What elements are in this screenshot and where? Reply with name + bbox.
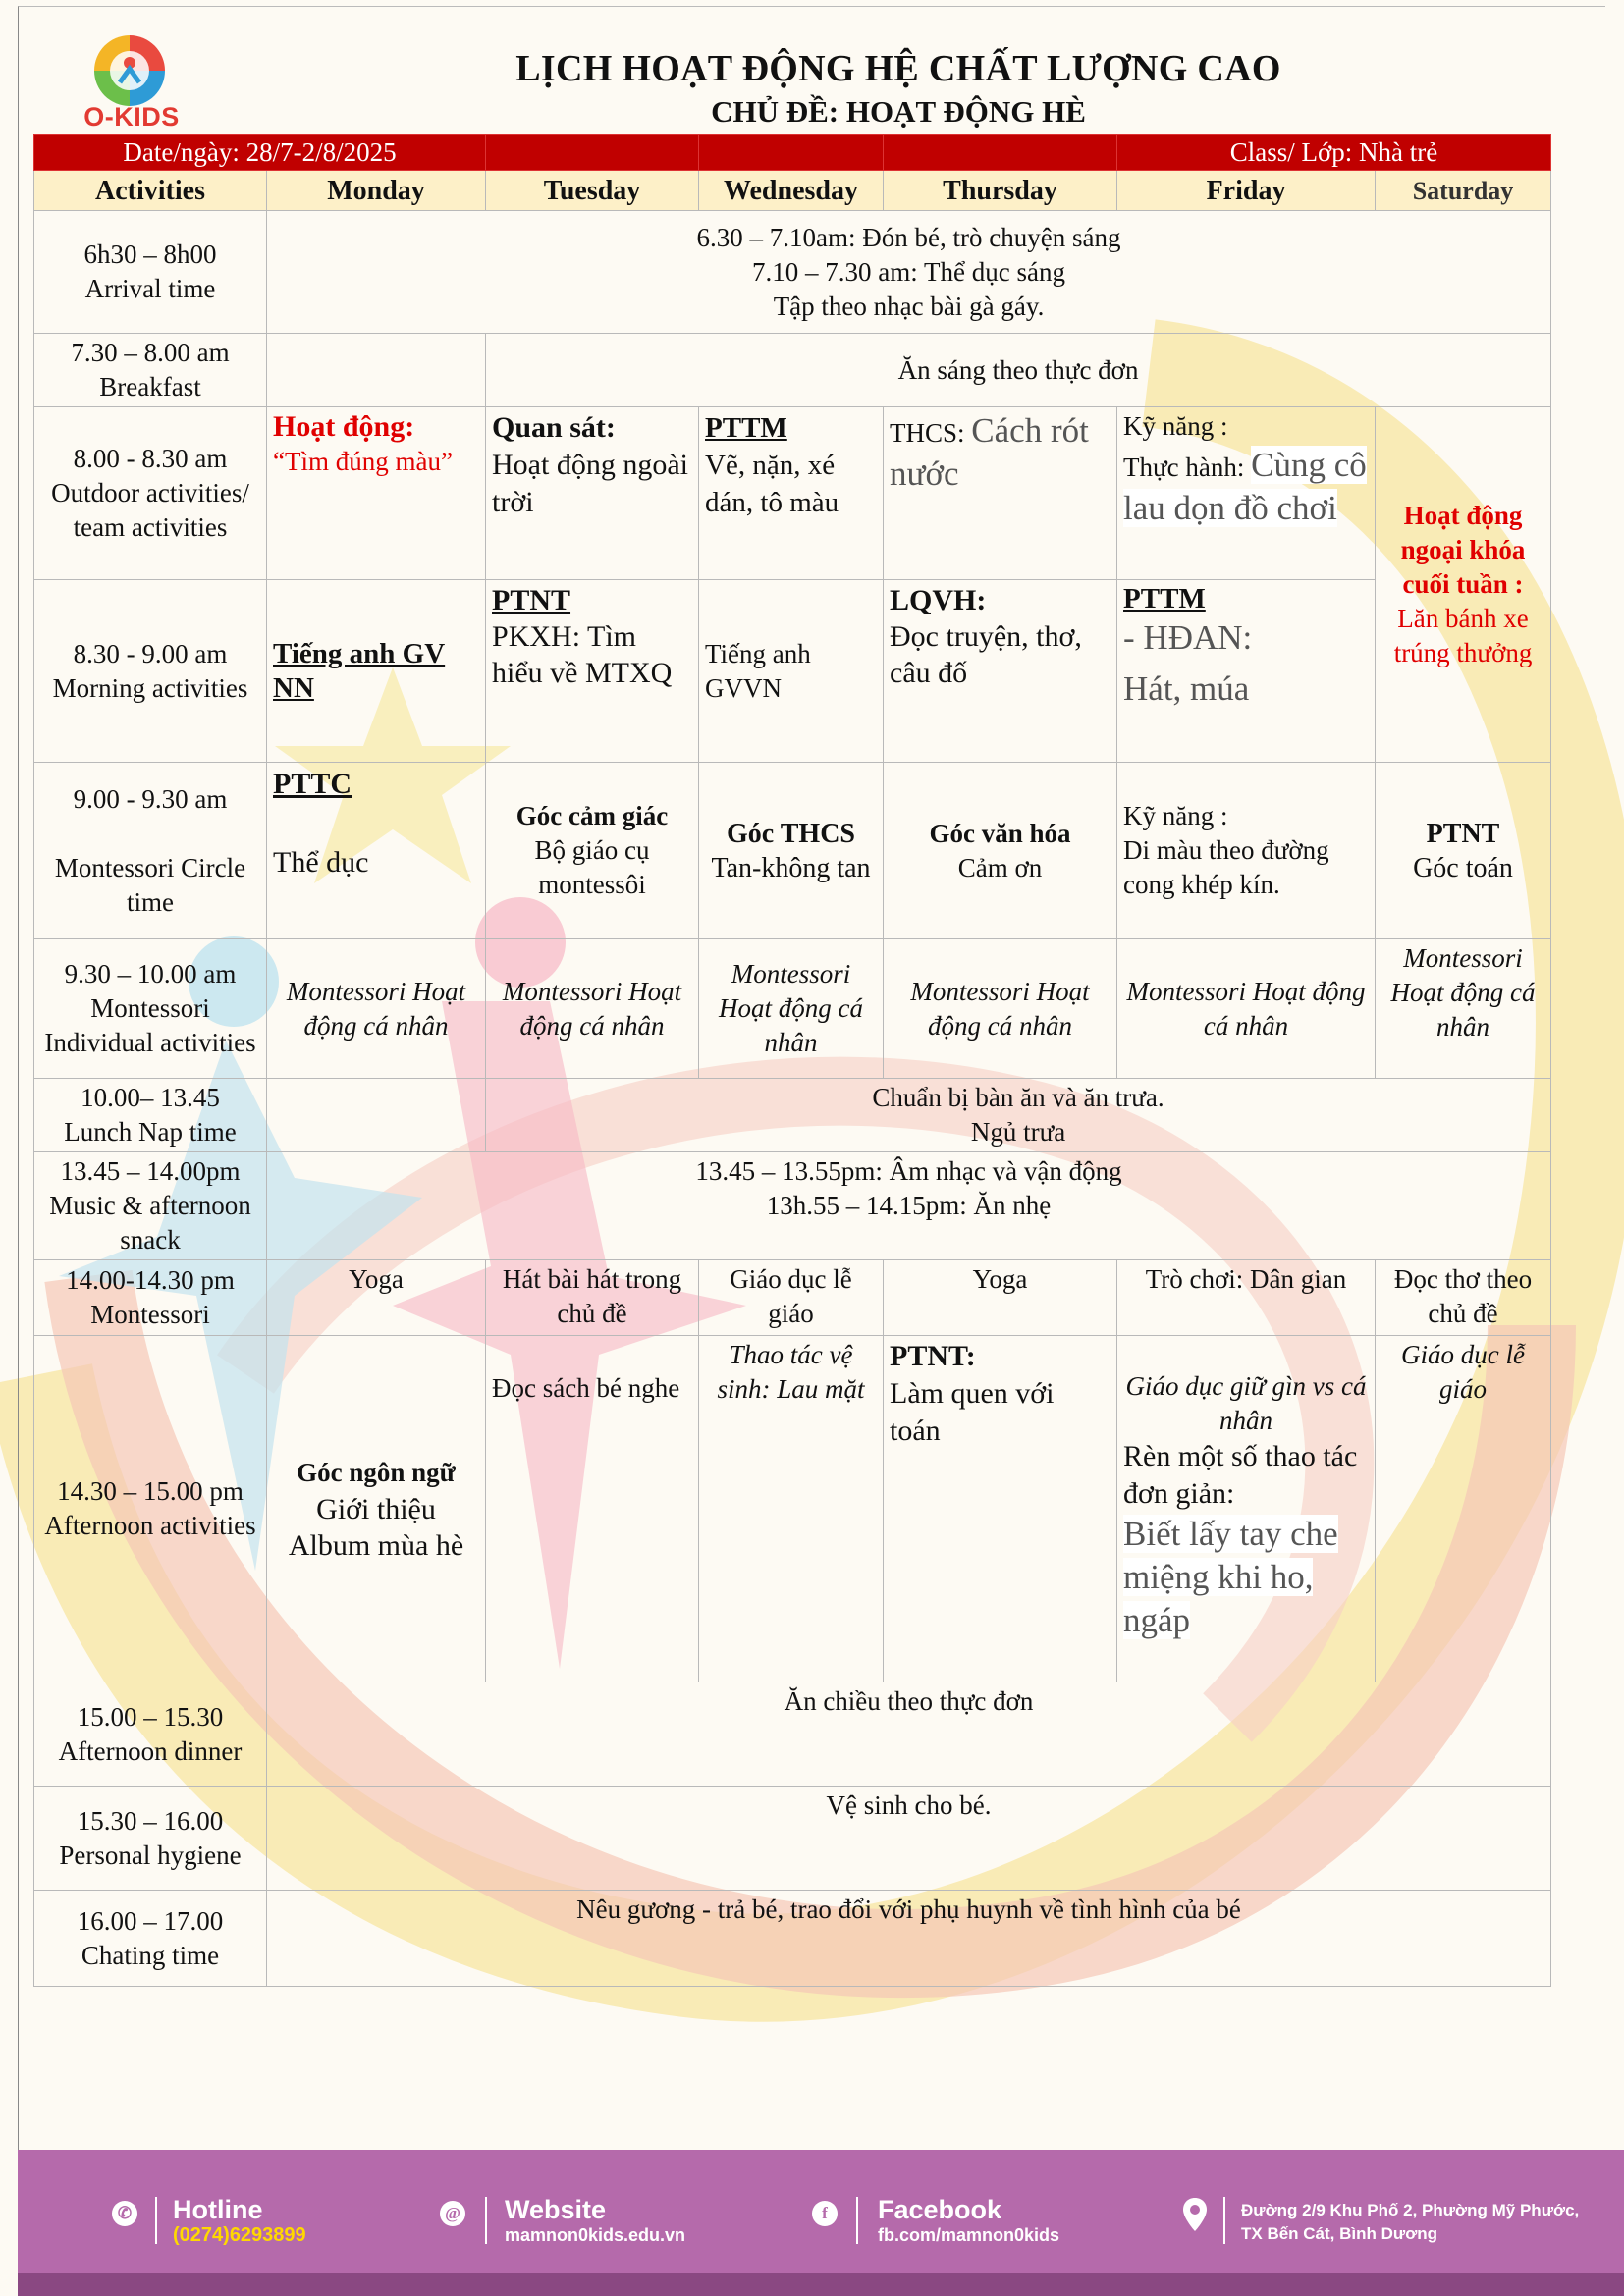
col-wednesday: Wednesday — [699, 171, 884, 211]
time-cell: 8.00 - 8.30 am Outdoor activities/ team activities — [34, 407, 267, 580]
row-lunch — [34, 1079, 1551, 1152]
dinner-content: Ăn chiều theo thực đơn — [267, 1682, 1551, 1787]
time-cell: 9.00 - 9.30 am Montessori Circle time — [34, 763, 267, 939]
page-title: LỊCH HOẠT ĐỘNG HỆ CHẤT LƯỢNG CAO — [515, 48, 1281, 89]
outdoor-monday: Hoạt động: “Tìm đúng màu” — [267, 407, 486, 580]
footer-divider — [1223, 2197, 1225, 2244]
pm-thursday: Yoga — [884, 1260, 1117, 1336]
logo-text: O-KIDS — [83, 102, 180, 132]
row-morning — [34, 580, 1551, 763]
class-label: Class/ Lớp: Nhà trẻ — [1117, 135, 1551, 171]
row-breakfast — [34, 334, 1551, 407]
music-content: 13.45 – 13.55pm: Âm nhạc và vận động 13h.55 – 14.15pm: Ăn nhẹ — [267, 1152, 1551, 1260]
afternoon-friday: Giáo dục giữ gìn vs cá nhân Rèn một số thao tác đơn giản: Biết lấy tay che miệng khi ho, ngáp — [1117, 1336, 1376, 1682]
time-cell: 14.00-14.30 pm Montessori — [34, 1260, 267, 1336]
individual-tuesday: Montessori Hoạt động cá nhân — [486, 939, 699, 1079]
morning-monday: Tiếng anh GV NN — [267, 580, 486, 763]
row-circle — [34, 763, 1551, 939]
col-tuesday: Tuesday — [486, 171, 699, 211]
time-cell: 16.00 – 17.00 Chating time — [34, 1891, 267, 1987]
circle-monday: PTTC Thể dục — [267, 763, 486, 939]
breakfast-content: Ăn sáng theo thực đơn — [486, 334, 1551, 407]
time-cell: 8.30 - 9.00 am Morning activities — [34, 580, 267, 763]
col-friday: Friday — [1117, 171, 1376, 211]
col-monday: Monday — [267, 171, 486, 211]
circle-thursday: Góc văn hóa Cảm ơn — [884, 763, 1117, 939]
footer-hotline[interactable]: Hotline (0274)6293899 — [173, 2195, 306, 2246]
date-bar — [34, 135, 1551, 171]
chat-content: Nêu gương - trả bé, trao đổi với phụ huynh về tình hình của bé — [267, 1891, 1551, 1987]
pm-monday: Yoga — [267, 1260, 486, 1336]
time-cell: 10.00– 13.45 Lunch Nap time — [34, 1079, 267, 1152]
footer-band — [18, 2273, 1624, 2296]
time-cell: 13.45 – 14.00pm Music & afternoon snack — [34, 1152, 267, 1260]
time-cell: 9.30 – 10.00 am Montessori Individual activities — [34, 939, 267, 1079]
pm-saturday: Đọc thơ theo chủ đề — [1376, 1260, 1551, 1336]
page-subtitle: CHỦ ĐỀ: HOẠT ĐỘNG HÈ — [711, 94, 1086, 129]
row-arrival — [34, 211, 1551, 334]
footer-divider — [485, 2197, 487, 2244]
circle-tuesday: Góc cảm giác Bộ giáo cụ montessôi — [486, 763, 699, 939]
col-thursday: Thursday — [884, 171, 1117, 211]
row-dinner — [34, 1682, 1551, 1787]
outdoor-friday: Kỹ năng : Thực hành: Cùng cô lau dọn đồ chơi — [1117, 407, 1376, 580]
row-afternoon — [34, 1336, 1551, 1682]
schedule-table — [33, 134, 1551, 1987]
time-cell: 7.30 – 8.00 am Breakfast — [34, 334, 267, 407]
row-chat — [34, 1891, 1551, 1987]
circle-saturday: PTNT Góc toán — [1376, 763, 1551, 939]
pm-wednesday: Giáo dục lễ giáo — [699, 1260, 884, 1336]
hygiene-content: Vệ sinh cho bé. — [267, 1787, 1551, 1891]
header-row — [34, 171, 1551, 211]
morning-thursday: LQVH: Đọc truyện, thơ, câu đố — [884, 580, 1117, 763]
footer-divider — [155, 2197, 157, 2244]
at-icon: @ — [440, 2201, 465, 2226]
row-hygiene — [34, 1787, 1551, 1891]
row-montessori-pm — [34, 1260, 1551, 1336]
individual-saturday: Montessori Hoạt động cá nhân — [1376, 939, 1551, 1079]
circle-friday: Kỹ năng : Di màu theo đường cong khép kín. — [1117, 763, 1376, 939]
afternoon-saturday: Giáo dục lễ giáo — [1376, 1336, 1551, 1682]
individual-friday: Montessori Hoạt động cá nhân — [1117, 939, 1376, 1079]
footer-divider — [856, 2197, 858, 2244]
afternoon-monday: Góc ngôn ngữ Giới thiệu Album mùa hè — [267, 1336, 486, 1682]
outdoor-wednesday: PTTM Vẽ, nặn, xé dán, tô màu — [699, 407, 884, 580]
time-cell: 14.30 – 15.00 pm Afternoon activities — [34, 1336, 267, 1682]
footer-facebook[interactable]: Facebook fb.com/mamnon0kids — [878, 2195, 1060, 2245]
col-saturday: Saturday — [1376, 171, 1551, 211]
date-label: Date/ngày: 28/7-2/8/2025 — [34, 135, 486, 171]
morning-friday: PTTM - HĐAN: Hát, múa — [1117, 580, 1376, 763]
individual-monday: Montessori Hoạt động cá nhân — [267, 939, 486, 1079]
row-individual — [34, 939, 1551, 1079]
individual-wednesday: Montessori Hoạt động cá nhân — [699, 939, 884, 1079]
pm-friday: Trò chơi: Dân gian — [1117, 1260, 1376, 1336]
circle-wednesday: Góc THCS Tan-không tan — [699, 763, 884, 939]
individual-thursday: Montessori Hoạt động cá nhân — [884, 939, 1117, 1079]
afternoon-tuesday: Đọc sách bé nghe — [486, 1336, 699, 1682]
afternoon-wednesday: Thao tác vệ sinh: Lau mặt — [699, 1336, 884, 1682]
footer-website[interactable]: Website mamnon0kids.edu.vn — [505, 2195, 686, 2245]
facebook-icon: f — [812, 2201, 838, 2226]
time-cell: 15.00 – 15.30 Afternoon dinner — [34, 1682, 267, 1787]
time-cell: 15.30 – 16.00 Personal hygiene — [34, 1787, 267, 1891]
time-cell: 6h30 – 8h00 Arrival time — [34, 211, 267, 334]
row-outdoor — [34, 407, 1551, 580]
col-activities: Activities — [34, 171, 267, 211]
afternoon-thursday: PTNT: Làm quen với toán — [884, 1336, 1117, 1682]
location-pin-icon — [1182, 2197, 1208, 2232]
outdoor-thursday: THCS: Cách rót nước — [884, 407, 1117, 580]
phone-icon: ✆ — [112, 2201, 137, 2226]
morning-wednesday: Tiếng anh GVVN — [699, 580, 884, 763]
morning-tuesday: PTNT PKXH: Tìm hiểu về MTXQ — [486, 580, 699, 763]
row-music — [34, 1152, 1551, 1260]
outdoor-saturday: Hoạt động ngoại khóa cuối tuần : Lăn bánh xe trúng thưởng — [1376, 407, 1551, 763]
pm-tuesday: Hát bài hát trong chủ đề — [486, 1260, 699, 1336]
outdoor-tuesday: Quan sát: Hoạt động ngoài trời — [486, 407, 699, 580]
arrival-content: 6.30 – 7.10am: Đón bé, trò chuyện sáng 7.10 – 7.30 am: Thể dục sáng Tập theo nhạc bài gà gáy. — [267, 211, 1551, 334]
lunch-content: Chuẩn bị bàn ăn và ăn trưa. Ngủ trưa — [486, 1079, 1551, 1152]
footer-address: Đường 2/9 Khu Phố 2, Phường Mỹ Phước, TX Bến Cát, Bình Dương — [1241, 2201, 1580, 2243]
